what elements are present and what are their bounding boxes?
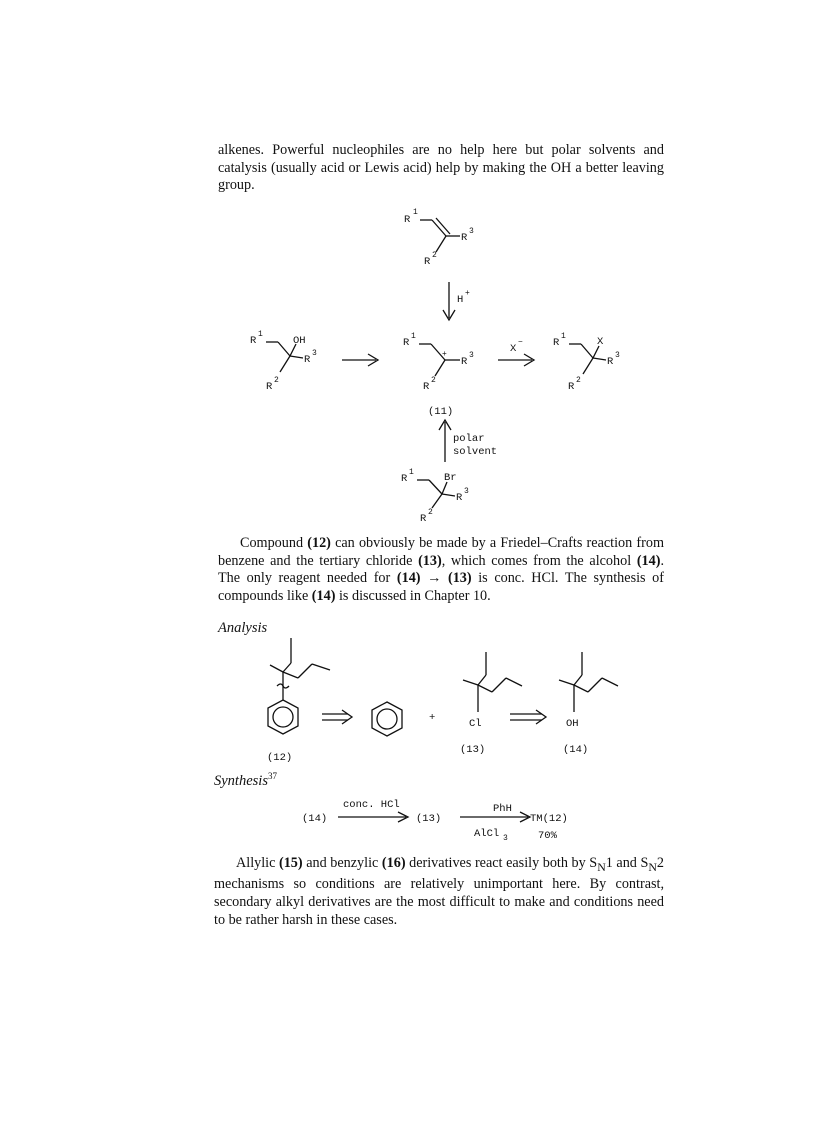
sup-label: 3 xyxy=(312,349,317,358)
chlorine-label: Cl xyxy=(469,718,482,730)
r-label: R xyxy=(461,232,468,244)
paragraph-allylic-benzylic xyxy=(214,855,664,929)
sup-label: 1 xyxy=(258,330,263,339)
r-label: R xyxy=(568,381,575,393)
text-run: Allylic xyxy=(236,855,279,871)
text-run: . The only reagent needed for xyxy=(218,552,665,587)
text-run: and benzylic xyxy=(302,855,382,871)
reagent-subscript: 3 xyxy=(503,834,508,843)
compound-ref: (14) xyxy=(396,570,421,587)
plus-sign: + xyxy=(429,712,436,724)
r-label: R xyxy=(404,214,411,226)
synthesis-intermediate: (13) xyxy=(416,813,442,825)
compound-ref: (16) xyxy=(381,855,406,871)
bromine-label: Br xyxy=(444,472,457,484)
compound-ref: (13) xyxy=(447,570,472,587)
compound-ref: (14) xyxy=(311,587,336,604)
text-run: can obviously be made by a Friedel–Crafts reaction from benzene and the tertiary chloride xyxy=(218,535,664,569)
text-run: 1 and S xyxy=(605,855,649,871)
synthesis-heading-text: Synthesis xyxy=(214,772,268,789)
text-run: Compound xyxy=(240,535,308,551)
r-label: R xyxy=(423,381,430,393)
r-label: R xyxy=(250,335,257,347)
r-label: R xyxy=(553,337,560,349)
yield-value: 70% xyxy=(538,830,557,842)
compound-label-13: (13) xyxy=(460,744,486,756)
sup-label: 3 xyxy=(469,227,474,236)
r-label: R xyxy=(403,337,410,349)
sup-label: 1 xyxy=(411,332,416,341)
reagent-alcl3: AlCl xyxy=(474,828,500,840)
sup-label: 2 xyxy=(576,376,581,385)
compound-label-14: (14) xyxy=(563,744,589,756)
r-label: R xyxy=(461,356,468,368)
sup-label: 3 xyxy=(464,487,469,496)
synthesis-start-compound: (14) xyxy=(302,813,328,825)
sup-label: 1 xyxy=(561,332,566,341)
halide-label: X xyxy=(597,336,604,348)
sup-label: 3 xyxy=(615,351,620,360)
compound-label-11: (11) xyxy=(428,406,454,418)
r-label: R xyxy=(401,473,408,485)
proton-label: H xyxy=(457,294,464,306)
hydroxyl-label: OH xyxy=(293,335,306,347)
charge-label: + xyxy=(465,289,470,298)
sup-label: 1 xyxy=(413,208,418,217)
nucleophile-label: X xyxy=(510,343,517,355)
subscript: N xyxy=(648,859,657,874)
compound-ref: (15) xyxy=(278,855,303,871)
text-run: is discussed in Chapter 10. xyxy=(335,587,491,604)
subscript: N xyxy=(597,859,606,874)
hydroxyl-label: OH xyxy=(566,718,579,730)
charge-label: + xyxy=(442,350,447,359)
r-label: R xyxy=(456,492,463,504)
text-run: , which comes from the alcohol xyxy=(441,552,637,569)
r-label: R xyxy=(304,354,311,366)
sup-label: 2 xyxy=(428,508,433,517)
text-run: → xyxy=(420,570,448,587)
reference-superscript: 37 xyxy=(267,771,277,781)
condition-label: polar xyxy=(453,433,485,445)
paragraph-intro-text: alkenes. Powerful nucleophiles are no help here but polar solvents and catalysis (usually acid or Lewis acid) help by making the OH a better leaving group. xyxy=(218,142,664,194)
charge-label: − xyxy=(518,338,523,347)
compound-ref: (13) xyxy=(418,552,442,569)
synthesis-product: TM(12) xyxy=(530,813,568,825)
r-label: R xyxy=(607,356,614,368)
r-label: R xyxy=(420,513,427,525)
text-run: 2 mechanisms so conditions are relatively unimportant here. By contrast, secondary alkyl derivatives are the most difficult to make and conditions need to be rather harsh in these cases. xyxy=(214,855,665,928)
sup-label: 1 xyxy=(409,468,414,477)
sup-label: 2 xyxy=(274,376,279,385)
text-run: derivatives react easily both by S xyxy=(405,855,598,871)
sup-label: 2 xyxy=(432,251,437,260)
text-run: is conc. HCl. The synthesis of compounds like xyxy=(218,570,664,604)
compound-ref: (12) xyxy=(307,535,331,551)
sup-label: 2 xyxy=(431,376,436,385)
compound-ref: (14) xyxy=(636,552,661,569)
r-label: R xyxy=(424,256,431,268)
r-label: R xyxy=(266,381,273,393)
condition-label: solvent xyxy=(453,446,498,458)
sup-label: 3 xyxy=(469,351,474,360)
reagent-conc-hcl: conc. HCl xyxy=(343,799,400,811)
compound-label-12: (12) xyxy=(267,752,293,764)
analysis-heading: Analysis xyxy=(218,620,268,636)
reagent-phh: PhH xyxy=(493,803,512,815)
